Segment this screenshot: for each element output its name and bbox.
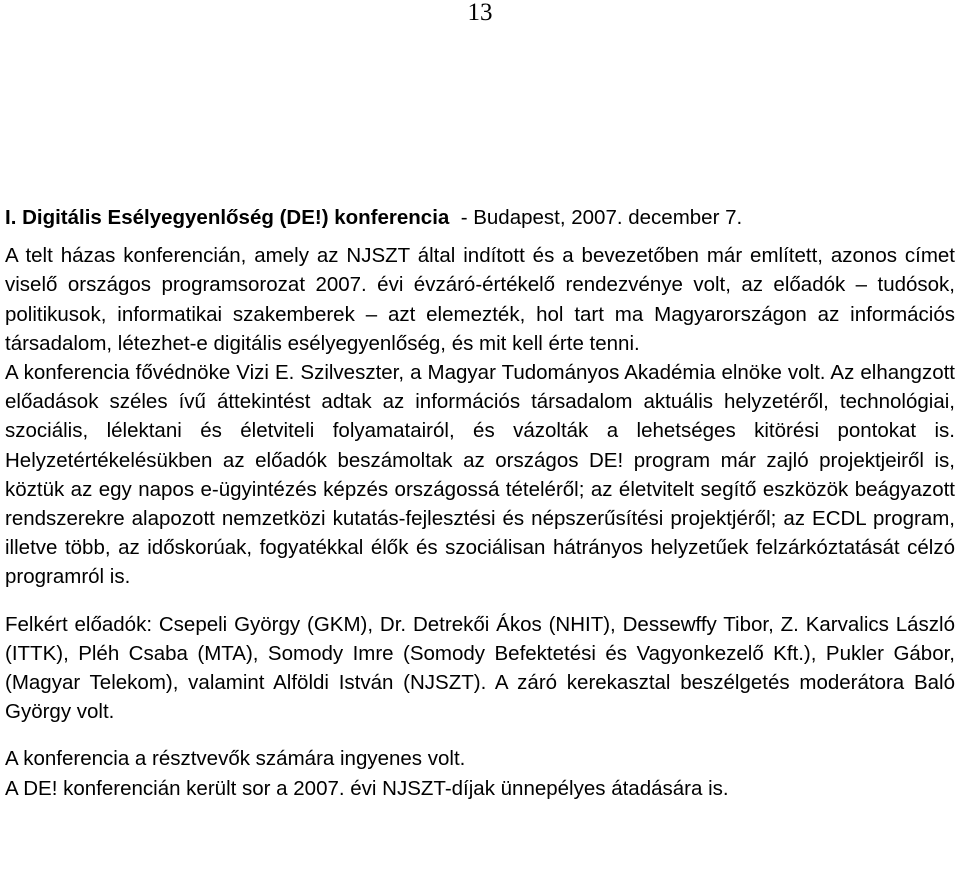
heading-title: I. Digitális Esélyegyenlőség (DE!) konferencia	[5, 206, 450, 229]
award-paragraph: A DE! konferencián került sor a 2007. évi NJSZT-díjak ünnepélyes átadására is.	[5, 776, 729, 800]
heading-location-date: - Budapest, 2007. december 7.	[449, 206, 743, 229]
page-number: 13	[467, 0, 493, 26]
free-entry-paragraph: A konferencia a résztvevők számára ingyenes volt.	[5, 747, 466, 771]
speakers-paragraph: Felkért előadók: Csepeli György (GKM), Dr. Detrekői Ákos (NHIT), Dessewffy Tibor, Z. Karvalics László (ITTK), Pléh Csaba (MTA), Somody Imre (Somody Befektetési és Vagyonkezelő Kft.), Pukler Gábor, (Magyar Telekom), valamint Alföldi István (NJSZT). A záró kerekasztal beszélgetés moderátora Baló György volt.	[5, 612, 955, 724]
patron-paragraph: A konferencia fővédnöke Vizi E. Szilveszter, a Magyar Tudományos Akadémia elnöke volt. Az elhangzott előadások széles ívű áttekintést adtak az információs társadalom aktuális helyzetéről, technológiai, szociális, lélektani és életviteli folyamatairól, és vázolták a lehetséges kitörési pontokat is. Helyzetértékelésükben az előadók beszámoltak az országos DE! program már zajló projektjeiről is, köztük az egy napos e-ügyintézés képzés országossá tételéről; az életvitelt segítő eszközök beágyazott rendszerekre alapozott nemzetközi kutatás-fejlesztési és népszerűsítési projektjéről; az ECDL program, illetve több, az időskorúak, fogyatékkal élők és szociálisan hátrányos helyzetűek felzárkóztatását célzó programról is.	[5, 361, 955, 589]
intro-paragraph: A telt házas konferencián, amely az NJSZT által indított és a bevezetőben már említett, azonos címet viselő országos programsorozat 2007. évi évzáró-értékelő rendezvénye volt, az előadók – tudósok, politikusok, informatikai szakemberek – azt elemezték, hol tart ma Magyarországon az információs társadalom, létezhet-e digitális esélyegyenlőség, és mit kell érte tenni.	[5, 244, 955, 355]
section-heading	[5, 203, 955, 232]
document-body	[5, 203, 955, 803]
